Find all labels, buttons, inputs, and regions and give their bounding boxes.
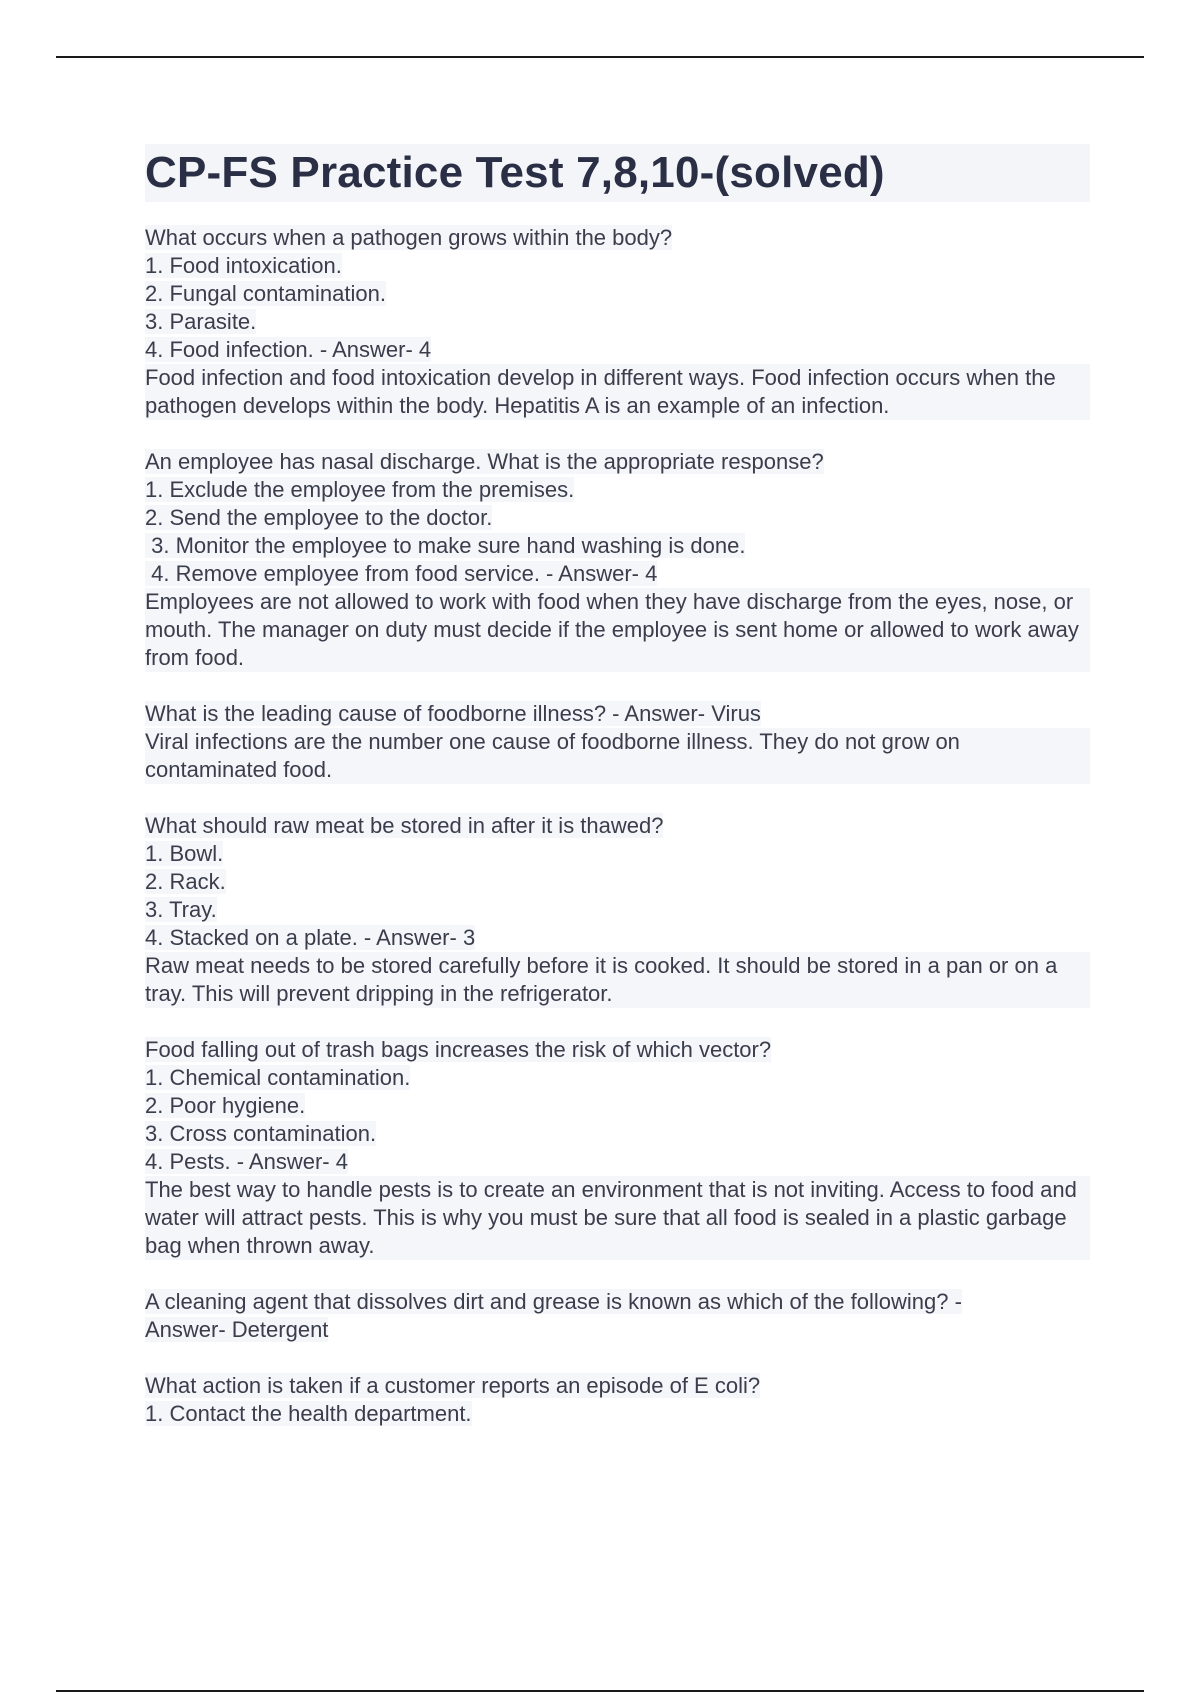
answer-option: 4. Remove employee from food service. - Answer- 4 [145, 561, 658, 586]
answer-option: 1. Bowl. [145, 841, 224, 866]
answer-option: 4. Pests. - Answer- 4 [145, 1149, 348, 1174]
answer-option: 4. Food infection. - Answer- 4 [145, 337, 432, 362]
question-block [145, 448, 1090, 672]
footer-rule [56, 1690, 1144, 1692]
answer-text: Answer- Detergent [145, 1317, 329, 1342]
explanation-text: Food infection and food intoxication develop in different ways. Food infection occurs when the pathogen develops within the body. Hepatitis A is an example of an infection. [145, 364, 1090, 420]
document-body [145, 144, 1090, 1456]
question-block [145, 224, 1090, 420]
explanation-text: Employees are not allowed to work with food when they have discharge from the eyes, nose, or mouth. The manager on duty must decide if the employee is sent home or allowed to work away from food. [145, 588, 1090, 672]
question-block [145, 812, 1090, 1008]
explanation-text: Viral infections are the number one cause of foodborne illness. They do not grow on contaminated food. [145, 728, 1090, 784]
question-text: An employee has nasal discharge. What is the appropriate response? [145, 449, 824, 474]
question-block [145, 1372, 1090, 1428]
title-block [145, 144, 1090, 202]
answer-option: 1. Chemical contamination. [145, 1065, 411, 1090]
question-block [145, 1288, 1090, 1344]
question-block [145, 1036, 1090, 1260]
answer-option: 1. Exclude the employee from the premises. [145, 477, 575, 502]
explanation-text: Raw meat needs to be stored carefully before it is cooked. It should be stored in a pan or on a tray. This will prevent dripping in the refrigerator. [145, 952, 1090, 1008]
answer-option: 2. Rack. [145, 869, 226, 894]
explanation-text: The best way to handle pests is to create an environment that is not inviting. Access to food and water will attract pests. This is why you must be sure that all food is sealed in a plastic garbage bag when thrown away. [145, 1176, 1090, 1260]
question-text: What occurs when a pathogen grows within the body? [145, 225, 673, 250]
question-text: Food falling out of trash bags increases the risk of which vector? [145, 1037, 772, 1062]
answer-option: 3. Tray. [145, 897, 217, 922]
answer-option: 1. Contact the health department. [145, 1401, 472, 1426]
answer-option: 3. Monitor the employee to make sure hand washing is done. [145, 533, 746, 558]
question-text: A cleaning agent that dissolves dirt and grease is known as which of the following? - [145, 1289, 962, 1314]
question-text: What should raw meat be stored in after it is thawed? [145, 813, 664, 838]
page-title: CP-FS Practice Test 7,8,10-(solved) [145, 148, 885, 197]
answer-option: 2. Fungal contamination. [145, 281, 386, 306]
answer-option: 4. Stacked on a plate. - Answer- 3 [145, 925, 476, 950]
header-rule [56, 56, 1144, 58]
question-block [145, 700, 1090, 784]
answer-option: 3. Parasite. [145, 309, 257, 334]
answer-option: 3. Cross contamination. [145, 1121, 377, 1146]
question-text: What action is taken if a customer reports an episode of E coli? [145, 1373, 761, 1398]
answer-option: 1. Food intoxication. [145, 253, 342, 278]
answer-option: 2. Send the employee to the doctor. [145, 505, 493, 530]
question-text: What is the leading cause of foodborne illness? - Answer- Virus [145, 701, 761, 726]
answer-option: 2. Poor hygiene. [145, 1093, 306, 1118]
